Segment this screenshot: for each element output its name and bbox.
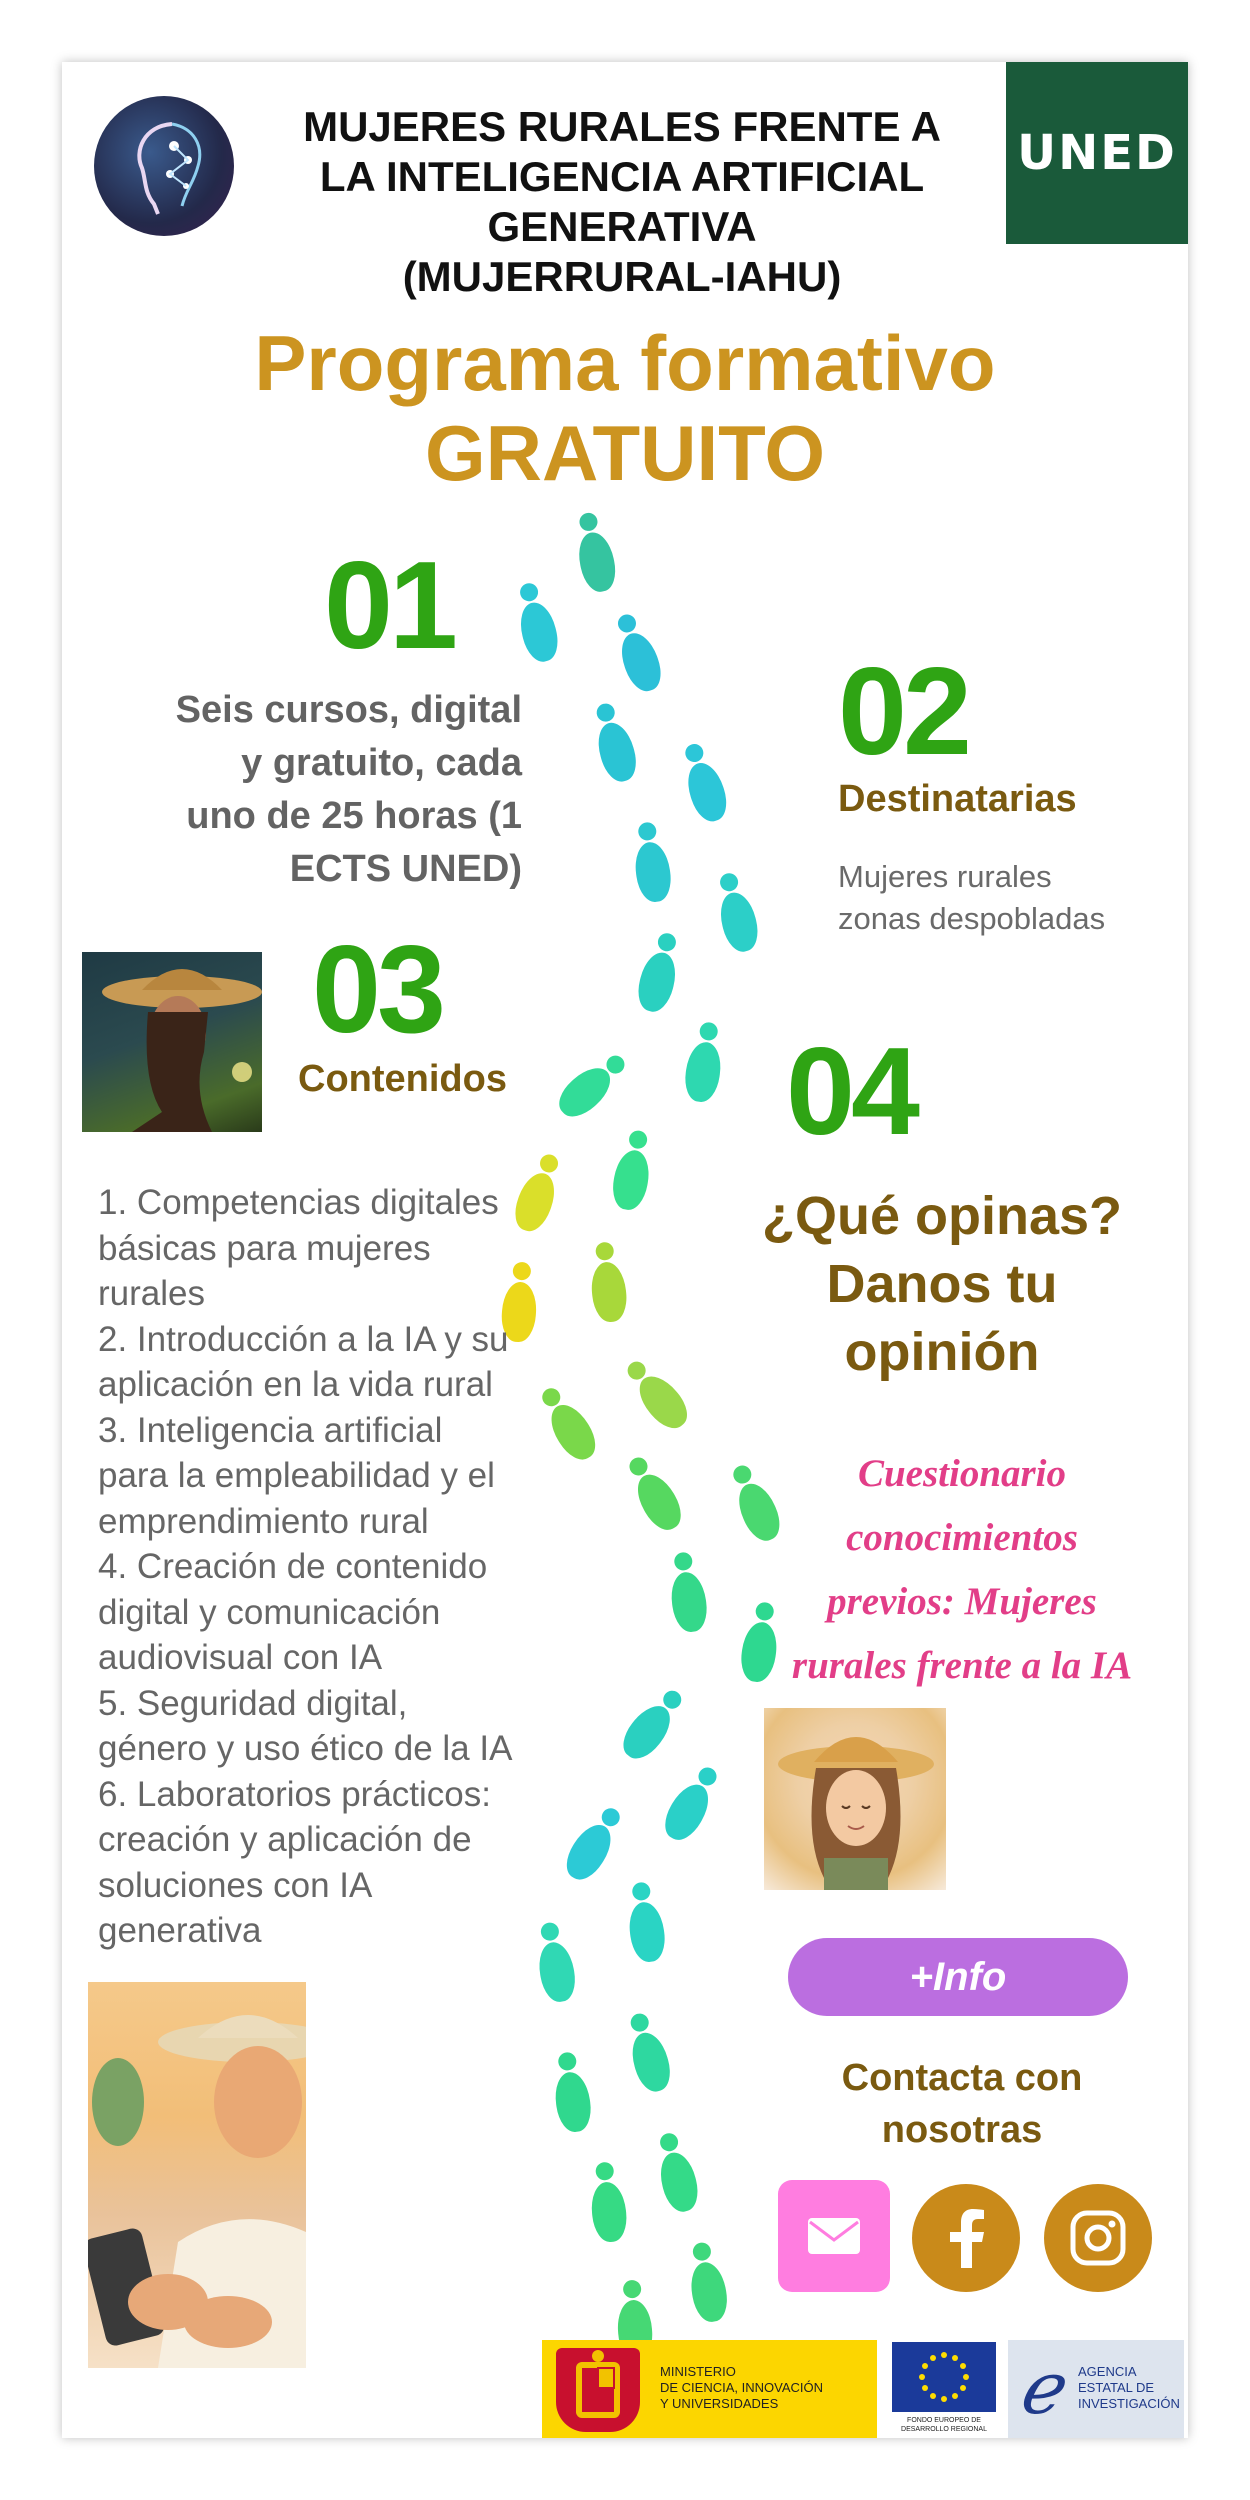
course-description-line: y gratuito, cada [241, 742, 522, 784]
footprint-decoration [574, 529, 620, 595]
woman-portrait-icon [82, 952, 262, 1132]
list-item: digital y comunicación [98, 1592, 441, 1632]
footprint-decoration [589, 2180, 629, 2243]
instagram-icon [1069, 2209, 1127, 2267]
ministry-line: Y UNIVERSIDADES [660, 2396, 779, 2411]
feder-line: DESARROLLO REGIONAL [901, 2426, 987, 2433]
aei-name [1078, 2364, 1182, 2412]
list-item: audiovisual con IA [98, 1638, 383, 1677]
title-line: GENERATIVA [487, 203, 757, 250]
footprint-decoration [687, 2260, 731, 2325]
section-number-01: 01 [324, 537, 454, 675]
woman-smiling-icon [764, 1708, 946, 1890]
footprint-decoration [551, 1059, 618, 1124]
smiling-woman-illustration [764, 1708, 946, 1890]
list-item: 2. Introducción a la IA y su [98, 1319, 509, 1359]
survey-link-line: previos: Mujeres [827, 1580, 1097, 1623]
footprint-decoration [668, 1570, 710, 1634]
course-description-line: ECTS UNED) [289, 848, 522, 890]
ministry-line: DE CIENCIA, INNOVACIÓN [660, 2380, 824, 2395]
opinion-question [712, 1182, 1172, 1386]
list-item: 5. Seguridad digital, [98, 1683, 408, 1723]
list-item: rurales [98, 1274, 205, 1313]
program-title-line: GRATUITO [424, 409, 826, 497]
list-item: 3. Inteligencia artificial [98, 1410, 443, 1450]
course-description-line: Seis cursos, digital [175, 689, 522, 731]
aei-logo [1008, 2340, 1184, 2438]
project-logo-image [94, 96, 234, 236]
list-item: 1. Competencias digitales [98, 1183, 499, 1222]
list-item: para la empleabilidad y el [98, 1456, 495, 1495]
section-heading-destinatarias: Destinatarias [838, 778, 1077, 820]
feder-name [888, 2416, 1000, 2434]
list-item: género y uso ético de la IA [98, 1729, 513, 1768]
survey-link-line: conocimientos [846, 1516, 1078, 1559]
list-item: generativa [98, 1911, 262, 1950]
opinion-line: opinión [844, 1322, 1040, 1382]
woman-with-hat-illustration [82, 952, 262, 1132]
more-info-button[interactable]: +Info [788, 1938, 1128, 2016]
footprint-decoration [682, 1040, 724, 1104]
uned-logo: UNED [1006, 62, 1188, 244]
contact-heading-line: Contacta con [841, 2057, 1083, 2099]
course-description [92, 684, 522, 896]
feder-line: FONDO EUROPEO DE [907, 2417, 981, 2424]
survey-link-line: Cuestionario [857, 1452, 1067, 1495]
footprint-decoration [626, 2028, 675, 2095]
list-item: emprendimiento rural [98, 1501, 429, 1541]
main-title [252, 102, 992, 302]
infographic-page [62, 62, 1188, 2438]
audience-line: zonas despobladas [838, 901, 1106, 936]
contents-list [98, 1180, 658, 1954]
footprint-decoration [682, 758, 733, 826]
instagram-button[interactable] [1044, 2184, 1152, 2292]
footprint-decoration [715, 889, 763, 955]
woman-with-phone-illustration [88, 1982, 306, 2368]
footprint-decoration [515, 599, 563, 665]
program-title-line: Programa formativo [254, 319, 996, 407]
email-button[interactable] [778, 2180, 890, 2292]
survey-link[interactable] [752, 1442, 1172, 1698]
section-heading-contenidos: Contenidos [298, 1058, 507, 1100]
title-line: LA INTELIGENCIA ARTIFICIAL [319, 153, 925, 200]
list-item: 4. Creación de contenido [98, 1547, 488, 1586]
section-number-04: 04 [786, 1023, 916, 1161]
facebook-button[interactable] [912, 2184, 1020, 2292]
survey-link-line: rurales frente a la IA [791, 1644, 1133, 1687]
list-item: básicas para mujeres [98, 1228, 431, 1268]
title-line: (MUJERRURAL-IAHU) [402, 253, 842, 300]
title-line: MUJERES RURALES FRENTE A [303, 103, 941, 150]
opinion-line: Danos tu [826, 1254, 1058, 1314]
contact-heading [762, 2052, 1162, 2156]
list-item: soluciones con IA [98, 1865, 373, 1905]
ministry-line: MINISTERIO [660, 2364, 736, 2379]
section-number-02: 02 [838, 643, 968, 781]
course-description-line: uno de 25 horas (1 [186, 795, 522, 837]
program-title [62, 318, 1188, 498]
aei-line: INVESTIGACIÓN [1078, 2396, 1180, 2411]
footprint-decoration [633, 949, 681, 1015]
footprint-decoration [655, 2149, 703, 2215]
spain-coat-of-arms-icon [556, 2348, 640, 2432]
list-item: aplicación en la vida rural [98, 1365, 493, 1404]
ai-brain-icon [94, 96, 234, 236]
footprint-decoration [552, 2070, 594, 2134]
aei-mark-icon: ℯ [1018, 2349, 1061, 2429]
footprint-decoration [592, 718, 641, 785]
list-item: creación y aplicación de [98, 1820, 472, 1859]
eu-flag-icon [892, 2342, 996, 2412]
facebook-icon [944, 2208, 988, 2268]
section-number-03: 03 [312, 921, 442, 1059]
footprint-decoration [615, 628, 667, 696]
aei-line: ESTATAL DE [1078, 2380, 1155, 2395]
audience-line: Mujeres rurales [838, 859, 1052, 894]
feder-logo [888, 2340, 1000, 2438]
opinion-line: ¿Qué opinas? [761, 1186, 1123, 1246]
contact-heading-line: nosotras [881, 2109, 1043, 2151]
audience-description [838, 856, 1158, 940]
ministry-logo [542, 2340, 877, 2438]
list-item: 6. Laboratorios prácticos: [98, 1774, 491, 1814]
ministry-name [660, 2364, 870, 2412]
aei-line: AGENCIA [1078, 2364, 1137, 2379]
woman-with-phone-icon [88, 1982, 306, 2368]
email-icon [806, 2216, 862, 2256]
footprint-decoration [657, 1778, 716, 1847]
footprint-decoration [632, 840, 674, 904]
